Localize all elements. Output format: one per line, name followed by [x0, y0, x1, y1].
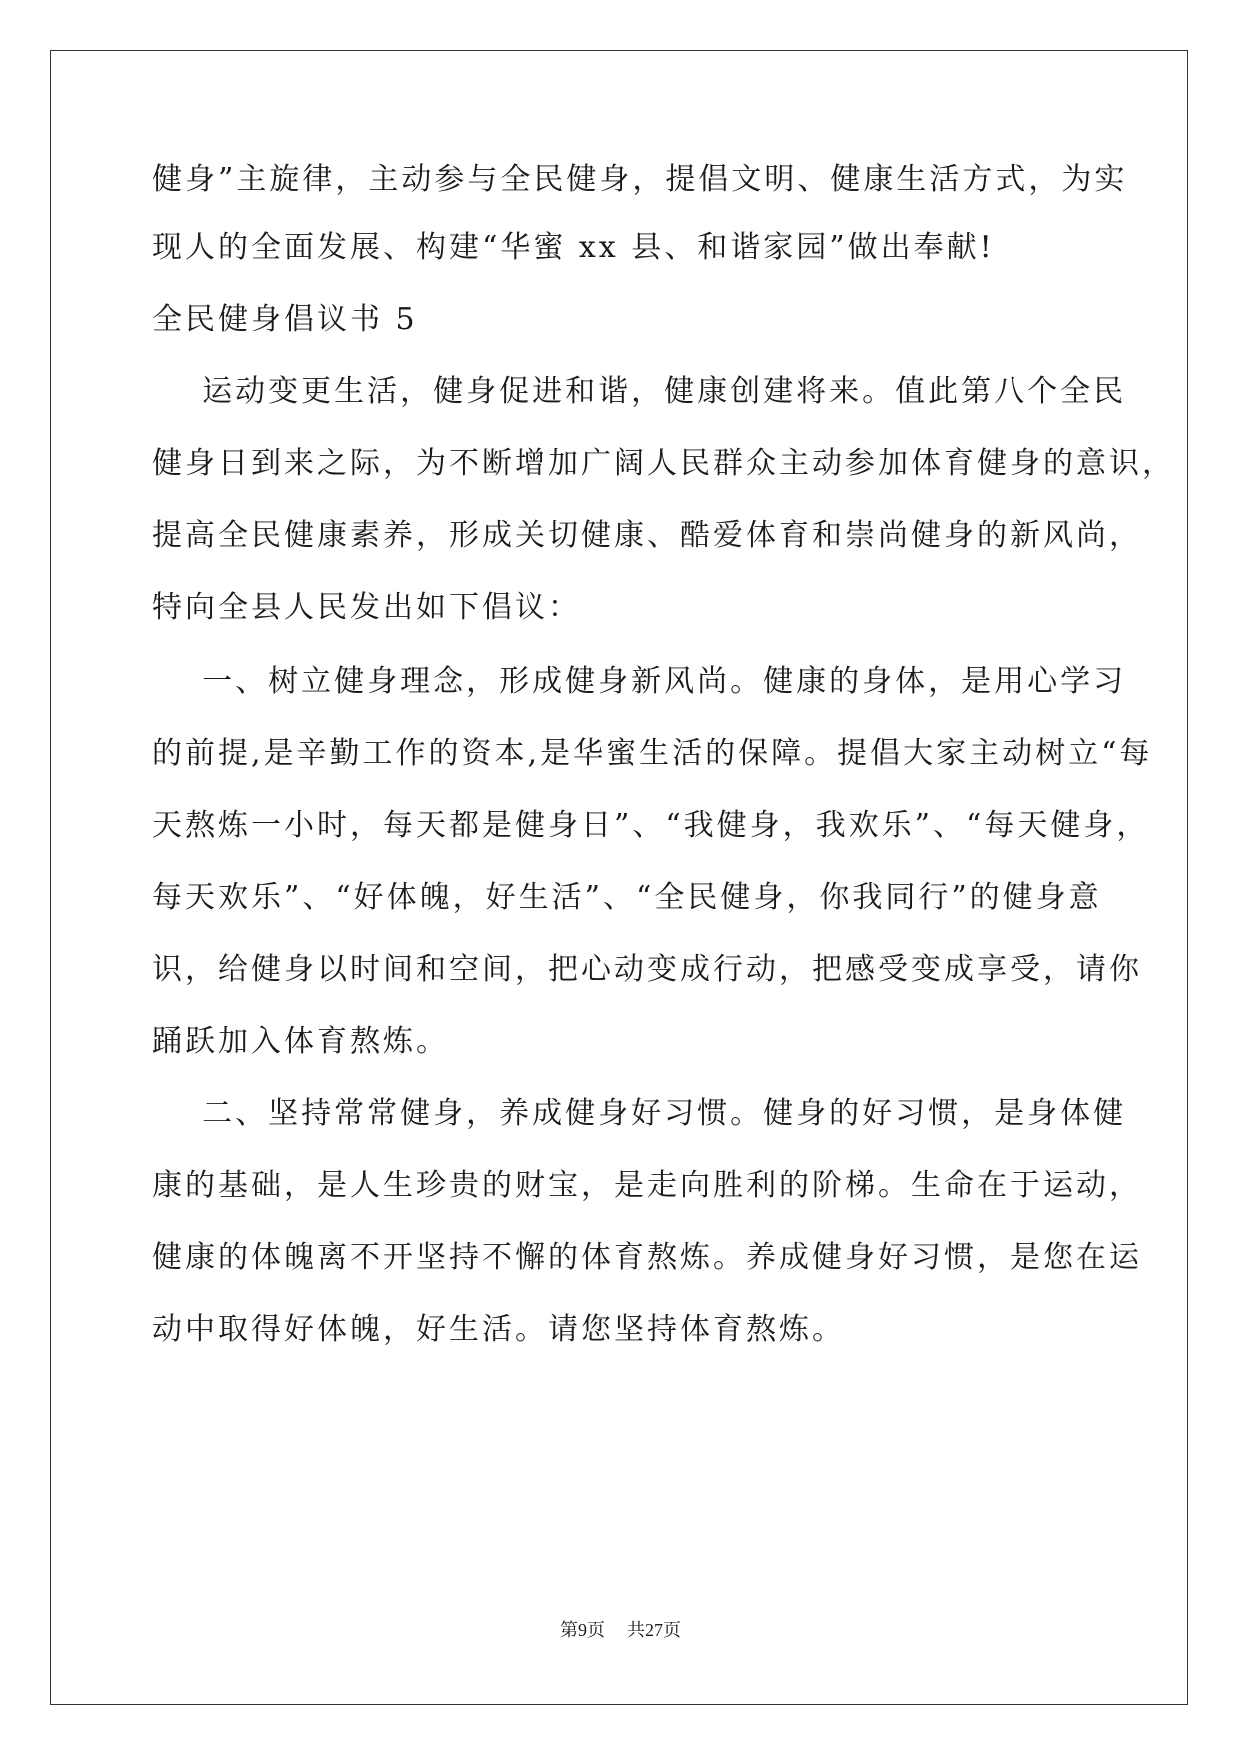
- text-line: 天熬炼一小时，每天都是健身日”、“我健身，我欢乐”、“每天健身，: [152, 808, 1150, 843]
- total-suffix: 页: [663, 1620, 681, 1641]
- text-line: 识，给健身以时间和空间，把心动变成行动，把感受变成享受，请你: [152, 952, 1142, 987]
- page-footer: [0, 1618, 1241, 1643]
- text-line: 健身日到来之际，为不断增加广阔人民群众主动参加体育健身的意识，: [152, 446, 1175, 481]
- total-prefix: 共: [627, 1620, 645, 1641]
- text-line: 踊跃加入体育熬炼。: [152, 1024, 449, 1059]
- text-line: 每天欢乐”、“好体魄，好生活”、“全民健身，你我同行”的健身意: [152, 880, 1102, 915]
- text-line: 特向全县人民发出如下倡议：: [152, 590, 581, 625]
- text-line: 的前提,是辛勤工作的资本,是华蜜生活的保障。提倡大家主动树立“每: [152, 736, 1153, 771]
- section-heading: 全民健身倡议书 5: [152, 302, 418, 337]
- text-line: 健身”主旋律，主动参与全民健身，提倡文明、健康生活方式，为实: [152, 162, 1128, 197]
- text-line: 动中取得好体魄，好生活。请您坚持体育熬炼。: [152, 1312, 845, 1347]
- text-line: 运动变更生活，健身促进和谐，健康创建将来。值此第八个全民: [152, 374, 1127, 409]
- total-pages: 27: [645, 1620, 663, 1640]
- text-line: 现人的全面发展、构建“华蜜 xx 县、和谐家园”做出奉献!: [152, 230, 995, 265]
- page-suffix: 页: [587, 1620, 605, 1641]
- text-line: 健康的体魄离不开坚持不懈的体育熬炼。养成健身好习惯，是您在运: [152, 1240, 1142, 1275]
- text-line: 康的基础，是人生珍贵的财宝，是走向胜利的阶梯。生命在于运动，: [152, 1168, 1142, 1203]
- page-prefix: 第: [560, 1620, 578, 1641]
- text-line: 一、树立健身理念，形成健身新风尚。健康的身体，是用心学习: [152, 664, 1127, 699]
- text-line: 提高全民健康素养，形成关切健康、酷爱体育和崇尚健身的新风尚，: [152, 518, 1142, 553]
- page-number: 9: [578, 1620, 587, 1640]
- text-line: 二、坚持常常健身，养成健身好习惯。健身的好习惯，是身体健: [152, 1096, 1127, 1131]
